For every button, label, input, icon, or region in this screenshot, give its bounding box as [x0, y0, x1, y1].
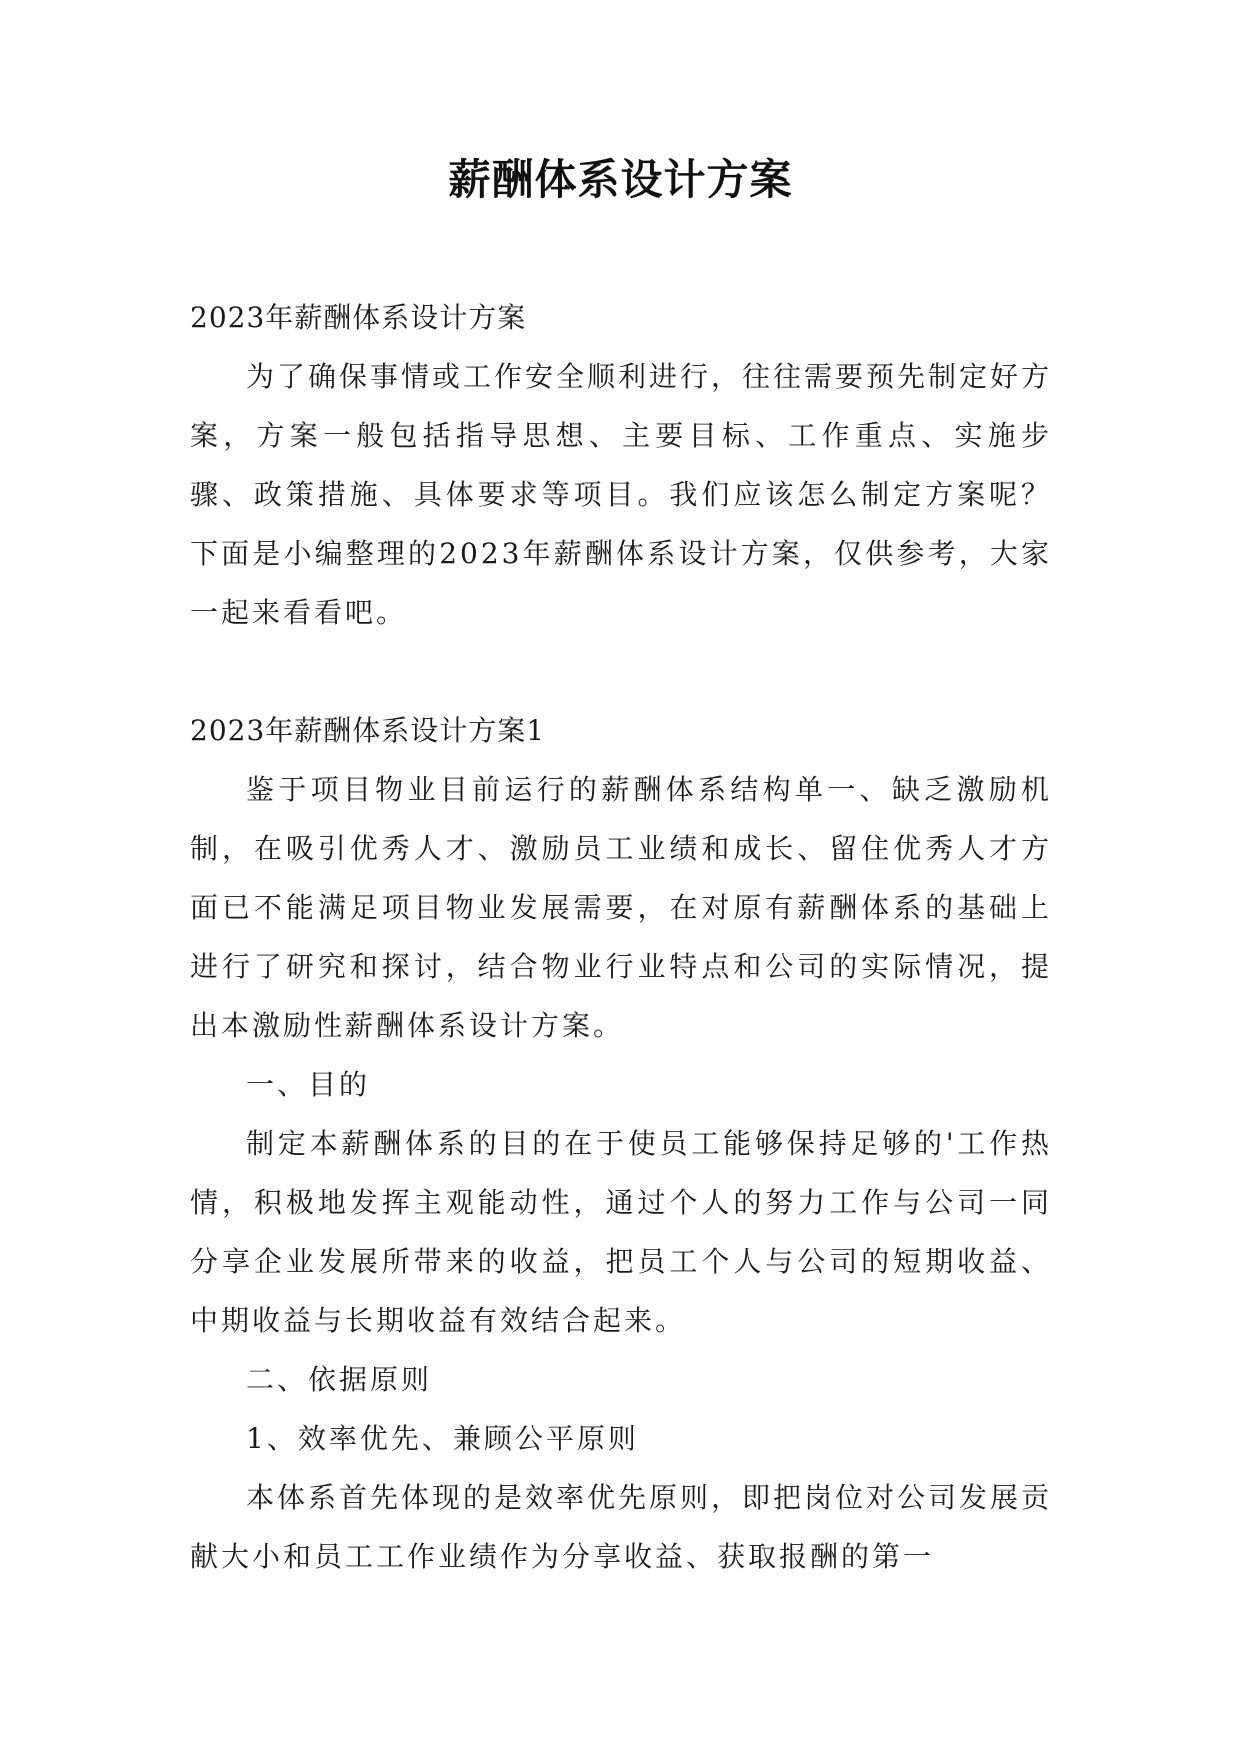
purpose-heading: 一、目的: [246, 1068, 371, 1101]
section1-heading: 2023年薪酬体系设计方案1: [190, 714, 546, 747]
intro-paragraph: 为了确保事情或工作安全顺利进行，往往需要预先制定好方案，方案一般包括指导思想、主要目标、工作重点、实施步骤、政策措施、具体要求等项目。我们应该怎么制定方案呢？下面是小编整理的2023年薪酬体系设计方案，仅供参考，大家一起来看看吧。: [190, 360, 1053, 629]
intro-heading: 2023年薪酬体系设计方案: [190, 301, 527, 334]
purpose-paragraph: 制定本薪酬体系的目的在于使员工能够保持足够的'工作热情，积极地发挥主观能动性，通过个人的努力工作与公司一同分享企业发展所带来的收益，把员工个人与公司的短期收益、中期收益与长期收益有效结合起来。: [190, 1127, 1052, 1337]
document-body: [190, 288, 1052, 1586]
document-title: 薪酬体系设计方案: [448, 155, 793, 204]
principle1-heading: 1、效率优先、兼顾公平原则: [246, 1422, 639, 1455]
principle-heading: 二、依据原则: [246, 1363, 433, 1396]
principle1-paragraph: 本体系首先体现的是效率优先原则，即把岗位对公司发展贡献大小和员工工作业绩作为分享收益、获取报酬的第一: [190, 1481, 1053, 1573]
section1-paragraph: 鉴于项目物业目前运行的薪酬体系结构单一、缺乏激励机制，在吸引优秀人才、激励员工业绩和成长、留住优秀人才方面已不能满足项目物业发展需要，在对原有薪酬体系的基础上进行了研究和探讨，结合物业行业特点和公司的实际情况，提出本激励性薪酬体系设计方案。: [190, 773, 1052, 1042]
